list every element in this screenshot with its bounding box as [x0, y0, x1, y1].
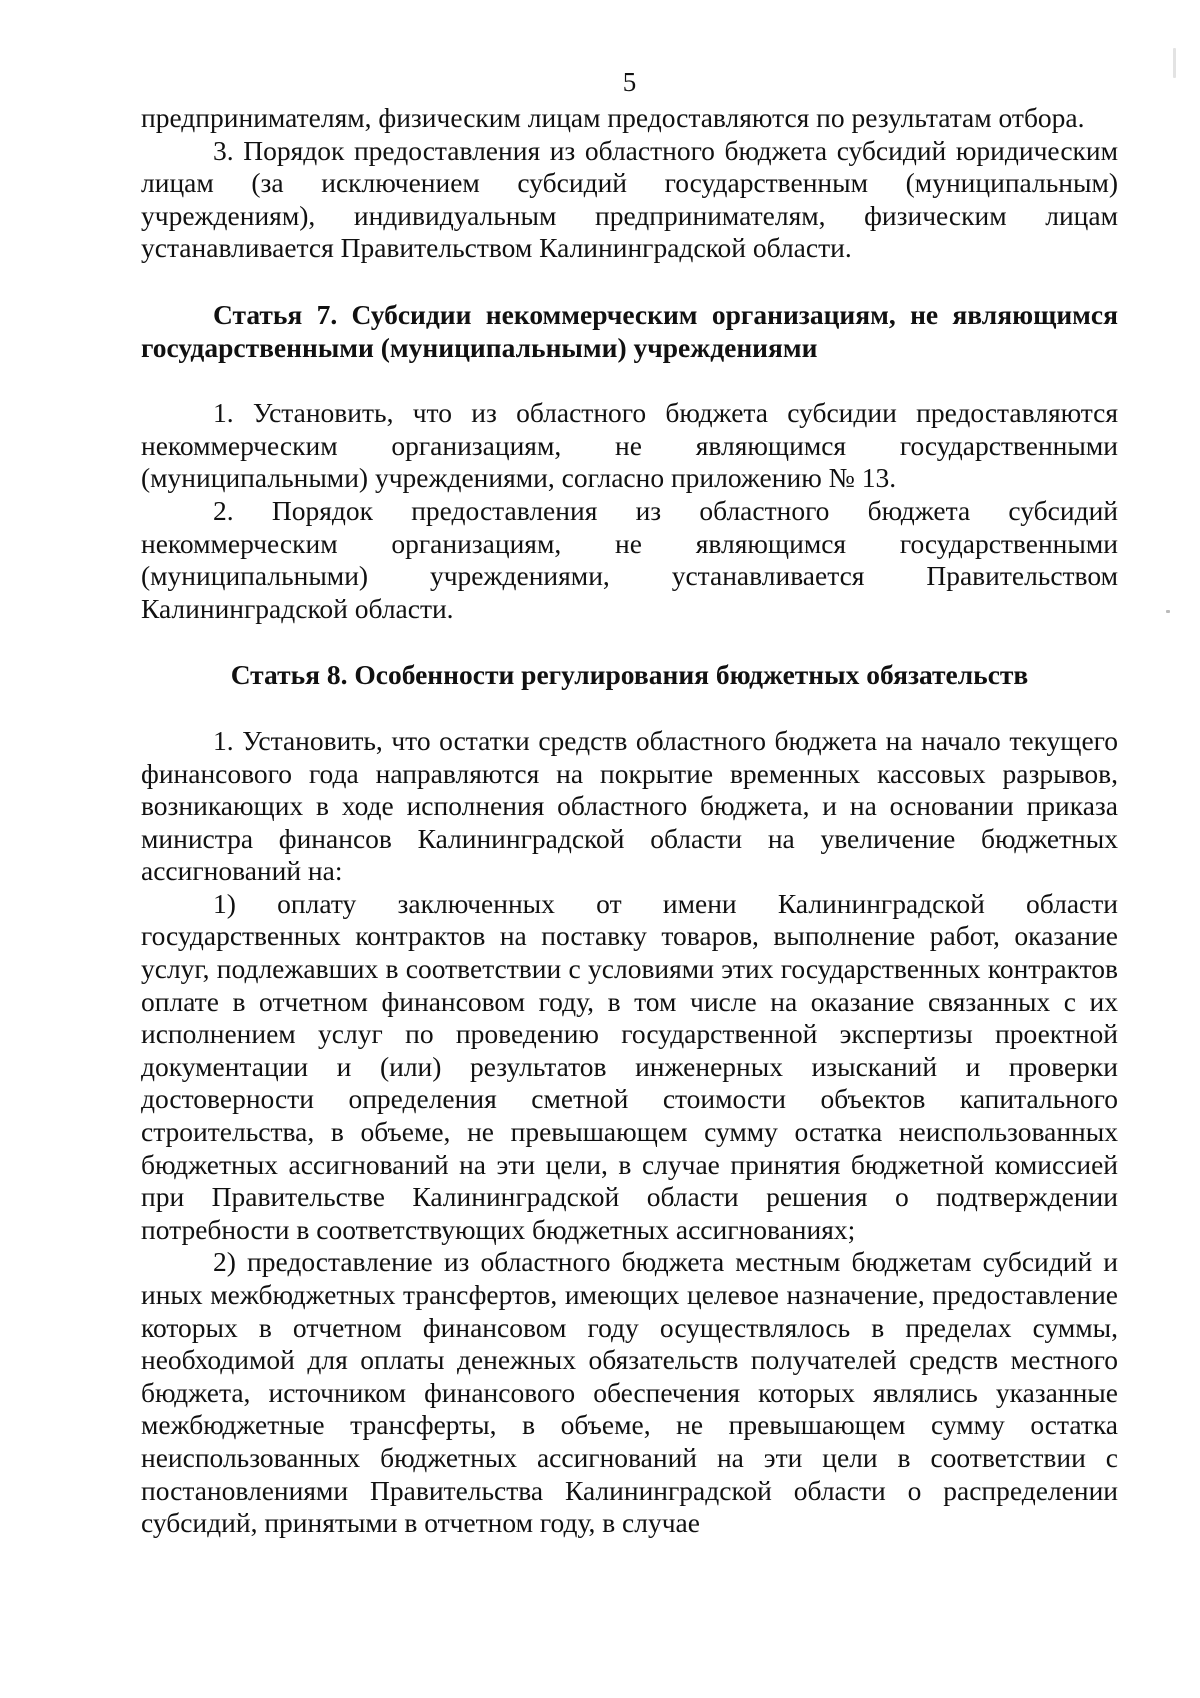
article-7-heading: Статья 7. Субсидии некоммерческим организациям, не являющимся государственными (муниципальными) учреждениями	[141, 298, 1118, 363]
article-8-paragraph-1: 1. Установить, что остатки средств областного бюджета на начало текущего финансового года направляются на покрытие временных кассовых разрывов, возникающих в ходе исполнения областного бюджета, и на основании приказа министра финансов Калининградской области на увеличение бюджетных ассигнований на:	[141, 724, 1118, 887]
scan-artifact	[1173, 48, 1176, 78]
paragraph-3: 3. Порядок предоставления из областного бюджета субсидий юридическим лицам (за исключением субсидий государственным (муниципальным) учреждениям), индивидуальным предпринимателям, физическим лицам устанавливается Правительством Калининградской области.	[141, 134, 1118, 264]
article-7-paragraph-2: 2. Порядок предоставления из областного бюджета субсидий некоммерческим организациям, не являющимся государственными (муниципальными) учреждениями, устанавливается Правительством Калининградской области.	[141, 494, 1118, 624]
paragraph-continuation: предпринимателям, физическим лицам предоставляются по результатам отбора.	[141, 102, 1085, 133]
spacer	[141, 265, 1118, 299]
article-8-heading: Статья 8. Особенности регулирования бюджетных обязательств	[230, 659, 1029, 691]
article-8-item-1: 1) оплату заключенных от имени Калининградской области государственных контрактов на поставку товаров, выполнение работ, оказание услуг, подлежавших в соответствии с условиями этих государственных контрактов оплате в отчетном финансовом году, в том числе на оказание связанных с их исполнением услуг по проведению государственной экспертизы проектной документации и (или) результатов инженерных изысканий и проверки достоверности определения сметной стоимости объектов капитального строительства, в объеме, не превышающем сумму остатка неиспользованных бюджетных ассигнований на эти цели, в случае принятия бюджетной комиссией при Правительстве Калининградской области решения о подтверждении потребности в соответствующих бюджетных ассигнованиях;	[141, 887, 1118, 1245]
article-8-item-2: 2) предоставление из областного бюджета местным бюджетам субсидий и иных межбюджетных трансфертов, имеющих целевое назначение, предоставление которых в отчетном финансовом году осуществлялось в пределах суммы, необходимой для оплаты денежных обязательств получателей средств местного бюджета, источником финансового обеспечения которых являлись указанные межбюджетные трансферты, в объеме, не превышающем сумму остатка неиспользованных бюджетных ассигнований на эти цели в соответствии с постановлениями Правительства Калининградской области о распределении субсидий, принятыми в отчетном году, в случае	[141, 1246, 1118, 1539]
spacer	[141, 625, 1118, 659]
page-number: 5	[622, 67, 637, 97]
spacer	[141, 364, 1118, 397]
article-7-paragraph-1: 1. Установить, что из областного бюджета субсидии предоставляются некоммерческим организациям, не являющимся государственными (муниципальными) учреждениями, согласно приложению № 13.	[141, 397, 1118, 494]
spacer	[141, 692, 1118, 725]
scan-artifact	[1166, 610, 1170, 613]
